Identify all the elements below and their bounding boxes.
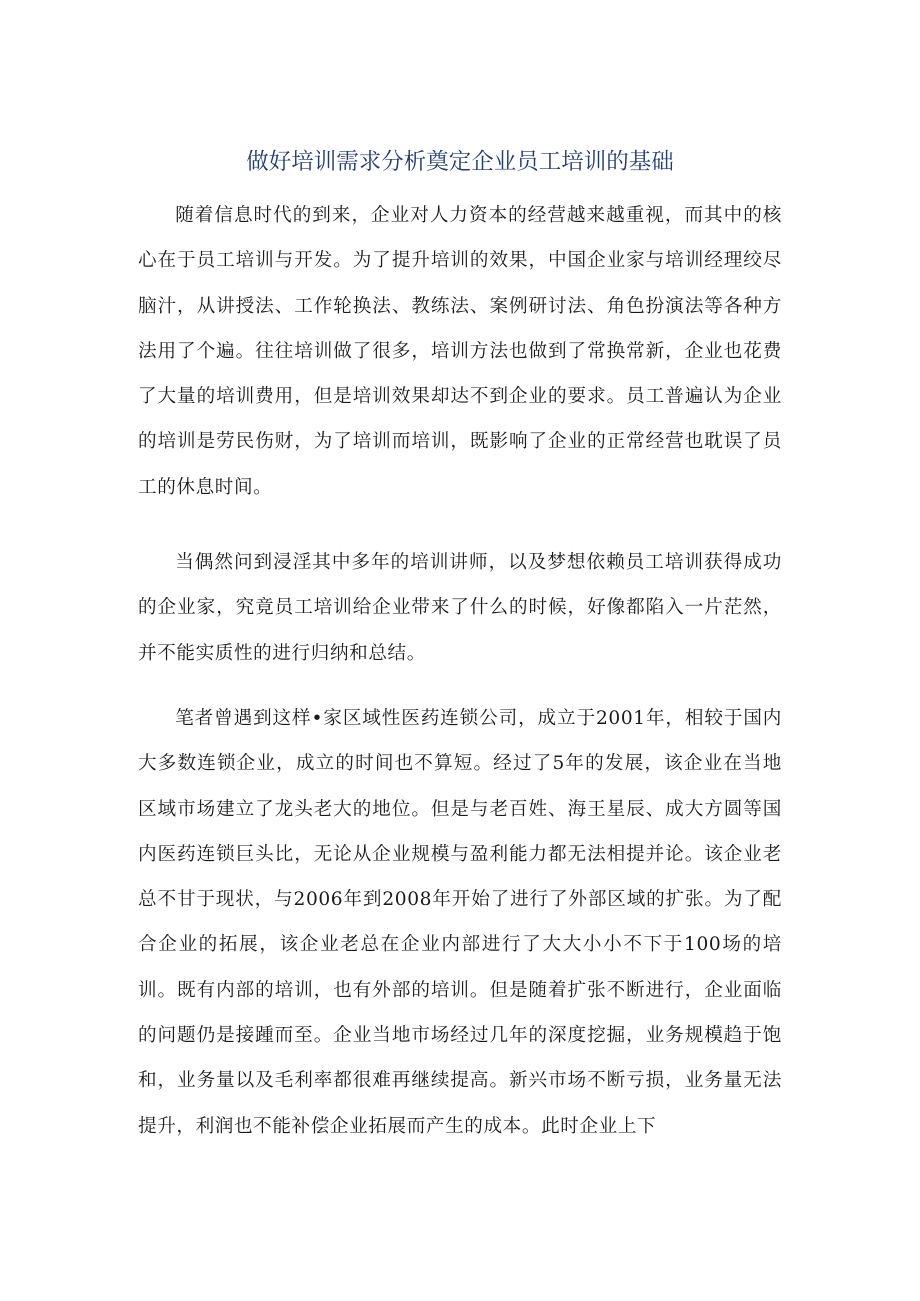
document-title: 做好培训需求分析奠定企业员工培训的基础 (246, 149, 674, 175)
paragraph-2: 当偶然问到浸淫其中多年的培训讲师，以及梦想依赖员工培训获得成功的企业家，究竟员工培训给企业带来了什么的时候，好像都陷入一片茫然，并不能实质性的进行归纳和总结。 (138, 552, 782, 664)
paragraph-1: 随着信息时代的到来，企业对人力资本的经营越来越重视，而其中的核心在于员工培训与开发。为了提升培训的效果，中国企业家与培训经理绞尽脑汁，从讲授法、工作轮换法、教练法、案例研讨法、角色扮演法等各种方法用了个遍。往往培训做了很多，培训方法也做到了常换常新，企业也花费了大量的培训费用，但是培训效果却达不到企业的要求。员工普遍认为企业的培训是劳民伤财，为了培训而培训，既影响了企业的正常经营也耽误了员工的休息时间。 (138, 205, 782, 498)
paragraph-3: 笔者曾遇到这样•家区域性医药连锁公司，成立于2001年，相较于国内大多数连锁企业，成立的时间也不算短。经过了5年的发展，该企业在当地区域市场建立了龙头老大的地位。但是与老百姓、海王星辰、成大方圆等国内医药连锁巨头比，无论从企业规模与盈利能力都无法相提并论。该企业老总不甘于现状，与2006年到2008年开始了进行了外部区域的扩张。为了配合企业的拓展，该企业老总在企业内部进行了大大小小不下于100场的培训。既有内部的培训，也有外部的培训。但是随着扩张不断进行，企业面临的问题仍是接踵而至。企业当地市场经过几年的深度挖掘，业务规模趋于饱和，业务量以及毛利率都很难再继续提高。新兴市场不断亏损，业务量无法提升，利润也不能补偿企业拓展而产生的成本。此时企业上下 (138, 708, 782, 1137)
